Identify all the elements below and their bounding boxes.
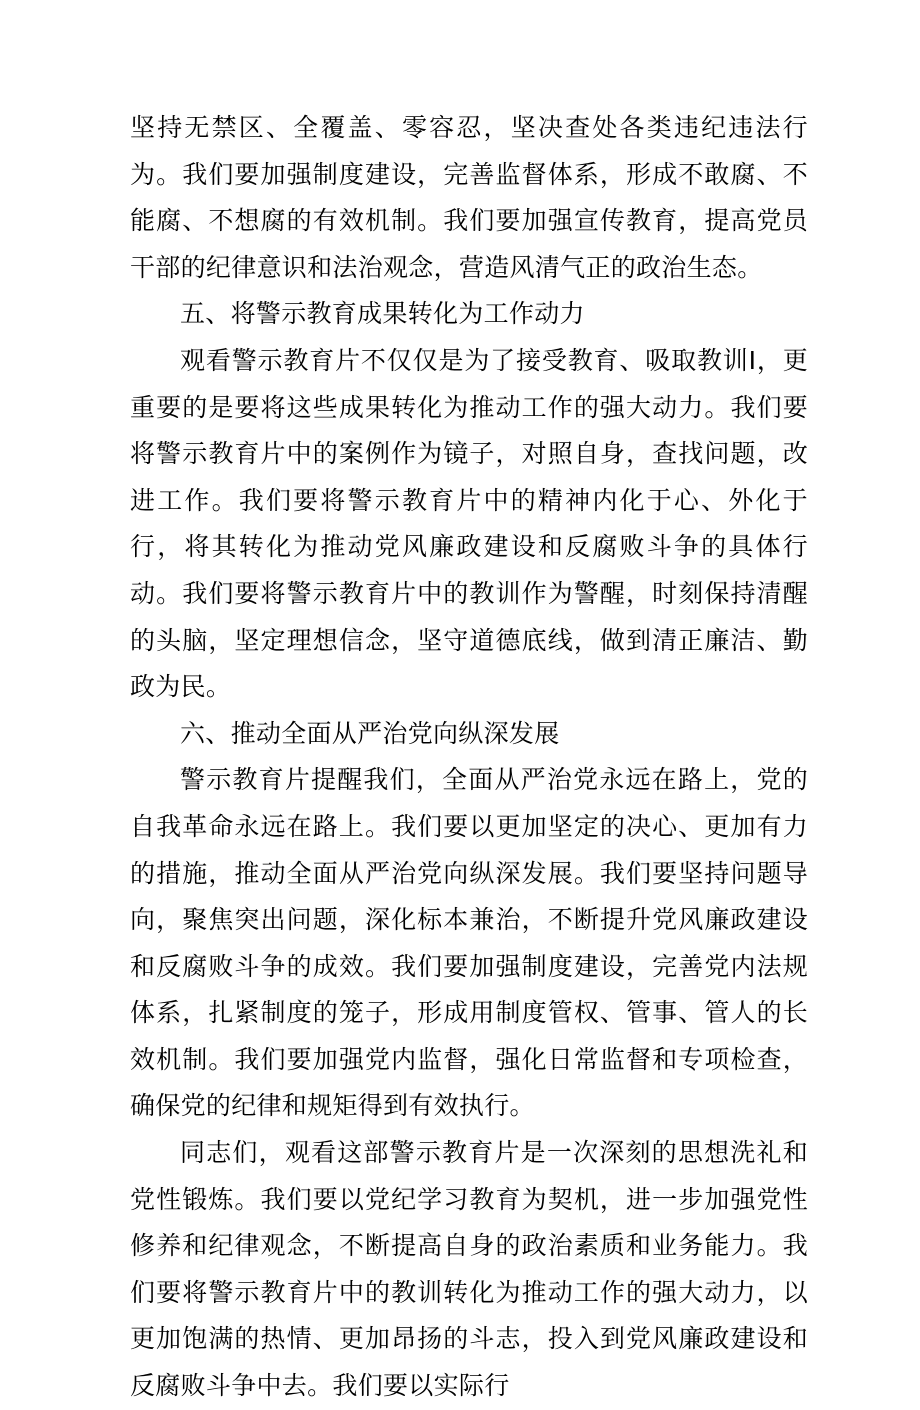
section-heading-6: 六、推动全面从严治党向纵深发展	[180, 718, 560, 748]
section-heading-5: 五、将警示教育成果转化为工作动力	[180, 299, 585, 329]
paragraph-continued: 坚持无禁区、全覆盖、零容忍，坚决查处各类违纪违法行为。我们要加强制度建设，完善监督体系，形成不敢腐、不能腐、不想腐的有效机制。我们要加强宣传教育，提高党员干部的纪律意识和法治观念，营造风清气正的政治生态。	[130, 113, 808, 282]
paragraph-section-5: 观看警示教育片不仅仅是为了接受教育、吸取教训I，更重要的是要将这些成果转化为推动工作的强大动力。我们要将警示教育片中的案例作为镜子，对照自身，查找问题，改进工作。我们要将警示教育片中的精神内化于心、外化于行，将其转化为推动党风廉政建设和反腐败斗争的具体行动。我们要将警示教育片中的教训作为警醒，时刻保持清醒的头脑，坚定理想信念，坚守道德底线，做到清正廉洁、勤政为民。	[130, 345, 808, 702]
paragraph-closing: 同志们，观看这部警示教育片是一次深刻的思想洗礼和党性锻炼。我们要以党纪学习教育为契机，进一步加强党性修养和纪律观念，不断提高自身的政治素质和业务能力。我们要将警示教育片中的教训转化为推动工作的强大动力，以更加饱满的热情、更加昂扬的斗志，投入到党风廉政建设和反腐败斗争中去。我们要以实际行	[130, 1138, 808, 1401]
paragraph-section-6: 警示教育片提醒我们，全面从严治党永远在路上，党的自我革命永远在路上。我们要以更加坚定的决心、更加有力的措施，推动全面从严治党向纵深发展。我们要坚持问题导向，聚焦突出问题，深化标本兼治，不断提升党风廉政建设和反腐败斗争的成效。我们要加强制度建设，完善党内法规体系，扎紧制度的笼子，形成用制度管权、管事、管人的长效机制。我们要加强党内监督，强化日常监督和专项检查，确保党的纪律和规矩得到有效执行。	[130, 765, 808, 1121]
